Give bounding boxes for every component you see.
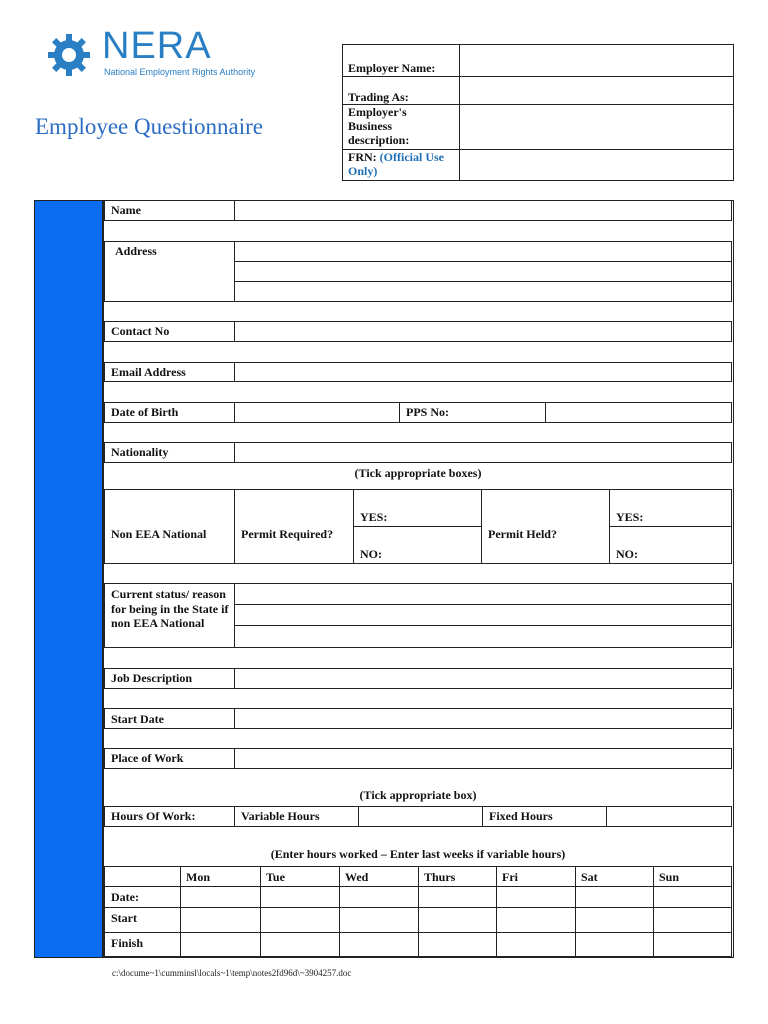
row-label-start: Start — [111, 911, 137, 925]
contact-no-label: Contact No — [111, 324, 170, 338]
tick-boxes-note: (Tick appropriate boxes) — [354, 466, 482, 480]
trading-as-label: Trading As: — [348, 90, 409, 104]
employer-name-label: Employer Name: — [348, 61, 436, 75]
business-desc-label: Employer's Business description: — [348, 105, 410, 147]
footer-path: c:\docume~1\cumminsl\locals~1\temp\notes2fd96d\~3904257.doc — [112, 968, 352, 978]
date-of-birth-field[interactable] — [236, 404, 398, 422]
permit-required-label: Permit Required? — [241, 527, 334, 541]
hours-cell-date-tue[interactable] — [262, 888, 338, 906]
tick-box-note: (Tick appropriate box) — [359, 788, 477, 802]
hours-cell-start-wed[interactable] — [341, 909, 417, 931]
contact-no-field[interactable] — [236, 323, 730, 341]
variable-hours-label: Variable Hours — [241, 809, 320, 823]
job-description-label: Job Description — [111, 671, 192, 685]
day-header-mon: Mon — [186, 870, 210, 884]
name-label: Name — [111, 203, 141, 217]
hours-cell-date-mon[interactable] — [182, 888, 259, 906]
place-of-work-label: Place of Work — [111, 751, 184, 765]
address-line-3-field[interactable] — [236, 283, 730, 301]
permit-required-no[interactable]: NO: — [360, 547, 382, 561]
hours-cell-finish-sat[interactable] — [577, 934, 652, 956]
hours-cell-finish-sun[interactable] — [655, 934, 731, 956]
employer-name-field[interactable] — [461, 46, 732, 75]
current-status-field-2[interactable] — [236, 606, 730, 624]
frn-field[interactable] — [461, 151, 732, 179]
gear-icon — [46, 32, 92, 78]
frn-label — [348, 150, 448, 178]
permit-held-label: Permit Held? — [488, 527, 557, 541]
fixed-hours-checkbox[interactable] — [608, 808, 730, 826]
hours-note: (Enter hours worked – Enter last weeks if variable hours) — [270, 847, 566, 861]
address-line-1-field[interactable] — [236, 243, 730, 260]
hours-cell-start-sun[interactable] — [655, 909, 731, 931]
page-title: Employee Questionnaire — [35, 114, 264, 139]
hours-cell-finish-fri[interactable] — [498, 934, 574, 956]
nera-logo — [46, 25, 276, 80]
blue-sidebar — [35, 201, 102, 957]
fixed-hours-label: Fixed Hours — [489, 809, 553, 823]
current-status-label: Current status/ reason for being in the State if non EEA National — [111, 587, 229, 630]
place-of-work-field[interactable] — [236, 750, 730, 768]
day-header-wed: Wed — [345, 870, 369, 884]
nationality-label: Nationality — [111, 445, 169, 459]
hours-cell-start-mon[interactable] — [182, 909, 259, 931]
questionnaire-frame — [34, 200, 734, 958]
permit-held-no[interactable]: NO: — [616, 547, 638, 561]
job-description-field[interactable] — [236, 670, 730, 688]
hours-cell-start-thurs[interactable] — [420, 909, 495, 931]
hours-cell-date-sun[interactable] — [655, 888, 731, 906]
trading-as-field[interactable] — [461, 78, 732, 103]
logo-subtitle: National Employment Rights Authority — [104, 67, 256, 77]
hours-cell-finish-thurs[interactable] — [420, 934, 495, 956]
current-status-field-3[interactable] — [236, 627, 730, 647]
variable-hours-checkbox[interactable] — [360, 808, 481, 826]
email-address-field[interactable] — [236, 364, 730, 381]
permit-held-yes[interactable]: YES: — [616, 510, 644, 524]
date-of-birth-label: Date of Birth — [111, 405, 179, 419]
hours-cell-date-thurs[interactable] — [420, 888, 495, 906]
frn-text: FRN: — [348, 150, 377, 164]
hours-cell-start-sat[interactable] — [577, 909, 652, 931]
hours-cell-date-sat[interactable] — [577, 888, 652, 906]
business-desc-field[interactable] — [461, 106, 732, 148]
email-address-label: Email Address — [111, 365, 186, 379]
pps-no-label: PPS No: — [406, 405, 449, 419]
hours-cell-start-fri[interactable] — [498, 909, 574, 931]
hours-cell-finish-mon[interactable] — [182, 934, 259, 956]
current-status-field-1[interactable] — [236, 585, 730, 603]
row-label-date: Date: — [111, 890, 139, 904]
day-header-fri: Fri — [502, 870, 518, 884]
address-line-2-field[interactable] — [236, 263, 730, 280]
frn-note: (Official Use Only) — [348, 150, 444, 178]
hours-cell-start-tue[interactable] — [262, 909, 338, 931]
pps-no-field[interactable] — [547, 404, 730, 422]
row-label-finish: Finish — [111, 936, 144, 950]
hours-cell-date-fri[interactable] — [498, 888, 574, 906]
day-header-sun: Sun — [659, 870, 680, 884]
hours-cell-date-wed[interactable] — [341, 888, 417, 906]
start-date-field[interactable] — [236, 710, 730, 728]
name-field[interactable] — [236, 202, 730, 220]
non-eea-label: Non EEA National — [111, 527, 207, 541]
hours-of-work-label: Hours Of Work: — [111, 809, 196, 823]
permit-required-yes[interactable]: YES: — [360, 510, 388, 524]
nationality-field[interactable] — [236, 444, 730, 462]
hours-cell-finish-tue[interactable] — [262, 934, 338, 956]
logo-name: NERA — [102, 25, 212, 67]
day-header-thurs: Thurs — [424, 870, 456, 884]
day-header-tue: Tue — [266, 870, 285, 884]
day-header-sat: Sat — [581, 870, 598, 884]
hours-cell-finish-wed[interactable] — [341, 934, 417, 956]
address-label: Address — [115, 244, 157, 258]
start-date-label: Start Date — [111, 712, 164, 726]
